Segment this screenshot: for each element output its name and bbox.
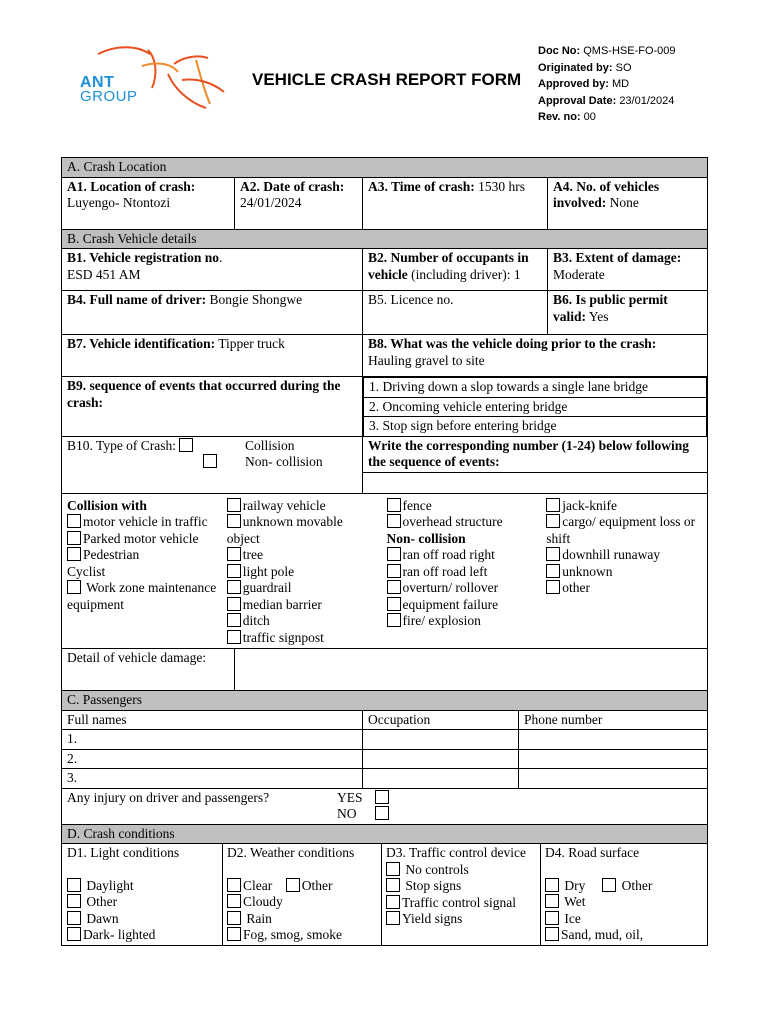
tree-label: tree [242, 547, 263, 562]
work-zone-label: Work zone maintenance equipment [67, 580, 217, 612]
d1-label: D1. Light conditions [67, 845, 180, 860]
equipment-failure-label: equipment failure [402, 596, 499, 612]
b9-event-3[interactable]: 3. Stop sign before entering bridge [364, 417, 707, 436]
ran-off-right-checkbox[interactable] [387, 547, 401, 561]
b9-events [363, 377, 707, 436]
passenger-name-2[interactable]: 2. [62, 749, 363, 769]
wet-checkbox[interactable] [545, 894, 559, 908]
d3-col [382, 844, 541, 945]
logo-text-group: GROUP [80, 88, 138, 105]
col-occupation: Occupation [363, 710, 519, 730]
passenger-name-3[interactable]: 3. [62, 769, 363, 789]
dawn-label: Dawn [86, 910, 119, 926]
b9-cell [62, 377, 363, 437]
b6-label: B6. Is public permit valid: [553, 292, 668, 324]
fog-label: Fog, smog, smoke [243, 927, 343, 942]
light-pole-label: light pole [242, 563, 295, 579]
d3-label: D3. Traffic control device [386, 845, 526, 860]
b4-label: B4. Full name of driver: [67, 292, 207, 307]
fence-checkbox[interactable] [387, 498, 401, 512]
b1-label-suffix: . [219, 250, 223, 265]
b3-label: B3. Extent of damage: [553, 250, 682, 265]
damage-label-cell [62, 649, 235, 691]
document-info [538, 43, 676, 126]
motor-vehicle-label: motor vehicle in traffic [83, 514, 208, 529]
fog-checkbox[interactable] [227, 927, 241, 941]
motor-vehicle-checkbox[interactable] [67, 514, 81, 528]
stop-signs-label: Stop signs [405, 878, 462, 893]
passenger-name-1[interactable]: 1. [62, 730, 363, 750]
clear-checkbox[interactable] [227, 878, 241, 892]
b10-sequence-input[interactable] [363, 473, 707, 493]
b10-instruction-cell [363, 436, 708, 493]
ran-off-right-label: ran off road right [402, 547, 495, 562]
yield-signs-label: Yield signs [402, 911, 463, 926]
yield-signs-checkbox[interactable] [386, 911, 400, 925]
no-controls-checkbox[interactable] [386, 862, 400, 876]
b10-instruction: Write the corresponding number (1-24) below following the sequence of events: [368, 437, 689, 469]
approval-date-label: Approval Date: [538, 94, 617, 107]
no-controls-label: No controls [405, 861, 469, 877]
injury-question: Any injury on driver and passengers? [67, 789, 270, 805]
a4-cell[interactable] [548, 177, 708, 229]
doc-no: QMS-HSE-FO-009 [583, 45, 676, 57]
a4-label: A4. No. of vehicles involved: [553, 178, 660, 210]
daylight-label: Daylight [86, 877, 134, 893]
approved-label: Approved by: [538, 78, 609, 90]
passenger-phone-2[interactable] [519, 749, 708, 769]
b6-value: Yes [588, 308, 609, 324]
b5-cell[interactable] [363, 291, 548, 335]
section-b-header: B. Crash Vehicle details [62, 229, 708, 249]
b7-value: Tipper truck [218, 336, 285, 351]
section-d-header: D. Crash conditions [62, 824, 708, 844]
work-zone-checkbox[interactable] [67, 580, 81, 594]
b4-cell[interactable] [62, 291, 363, 335]
cargo-loss-checkbox[interactable] [546, 514, 560, 528]
a3-value: 1530 hrs [478, 178, 525, 194]
col-phone: Phone number [519, 710, 708, 730]
b8-value: Hauling gravel to site [368, 352, 485, 368]
other-label: other [562, 580, 591, 595]
crash-conditions [62, 844, 708, 946]
b6-cell[interactable] [548, 291, 708, 335]
passenger-phone-1[interactable] [519, 730, 708, 750]
ran-off-left-label: ran off road left [402, 563, 488, 579]
rev-label: Rev. no: [538, 111, 581, 123]
cyclist-label: Cyclist [67, 563, 106, 579]
downhill-runaway-checkbox[interactable] [546, 547, 560, 561]
unknown-object-checkbox[interactable] [227, 514, 241, 528]
ice-checkbox[interactable] [545, 911, 559, 925]
a4-value: None [609, 195, 639, 210]
b10-non-collision: Non- collision [245, 454, 323, 469]
unknown-checkbox[interactable] [546, 564, 560, 578]
d4-col [541, 844, 707, 945]
a2-value: 24/01/2024 [240, 195, 302, 210]
form-title: VEHICLE CRASH REPORT FORM [252, 70, 522, 89]
rain-label: Rain [246, 910, 272, 926]
non-collision-checkbox[interactable] [203, 454, 217, 468]
logo-text-ant: ANT [80, 74, 115, 91]
b2-cell[interactable] [363, 249, 548, 291]
b1-value: ESD 451 AM [67, 266, 141, 282]
a1-label: A1. Location of crash: [67, 178, 196, 194]
passenger-occupation-3[interactable] [363, 769, 519, 789]
overturn-label: overturn/ rollover [402, 580, 499, 595]
crash-report-table [61, 157, 708, 946]
passenger-occupation-1[interactable] [363, 730, 519, 750]
daylight-checkbox[interactable] [67, 878, 81, 892]
logo-text [80, 76, 138, 104]
fire-checkbox[interactable] [387, 613, 401, 627]
section-c-header: C. Passengers [62, 691, 708, 711]
a3-label: A3. Time of crash: [368, 178, 475, 194]
overhead-structure-label: overhead structure [402, 514, 503, 529]
b9-event-2[interactable]: 2. Oncoming vehicle entering bridge [364, 397, 707, 417]
equipment-failure-checkbox[interactable] [387, 597, 401, 611]
pedestrian-label: Pedestrian [83, 547, 140, 562]
other-checkbox[interactable] [546, 580, 560, 594]
passenger-occupation-2[interactable] [363, 749, 519, 769]
rev-no: 00 [583, 111, 596, 123]
tree-checkbox[interactable] [227, 547, 241, 561]
jack-knife-label: jack-knife [562, 497, 618, 513]
cloudy-checkbox[interactable] [227, 894, 241, 908]
non-collision-heading: Non- collision [386, 530, 466, 546]
rain-checkbox[interactable] [227, 911, 241, 925]
traffic-signal-checkbox[interactable] [386, 895, 400, 909]
approved-by: MD [611, 78, 630, 90]
ditch-checkbox[interactable] [227, 613, 241, 627]
a3-cell[interactable] [363, 177, 548, 229]
unknown-object-label: unknown movable object [226, 514, 343, 546]
d2-label: D2. Weather conditions [227, 845, 355, 860]
b7-cell[interactable] [62, 335, 363, 377]
b8-label: B8. What was the vehicle doing prior to the crash: [368, 336, 657, 351]
b9-label: B9. sequence of events that occurred during the crash: [67, 378, 341, 410]
surface-other-label: Other [621, 877, 653, 893]
collision-heading: Collision with [67, 497, 147, 513]
unknown-label: unknown [562, 563, 613, 579]
approval-date: 23/01/2024 [619, 94, 675, 107]
dry-label: Dry [564, 877, 586, 893]
injury-cell [62, 788, 708, 824]
b5-label: B5. Licence no. [368, 292, 454, 307]
ice-label: Ice [564, 910, 581, 926]
ran-off-left-checkbox[interactable] [387, 564, 401, 578]
railway-checkbox[interactable] [227, 498, 241, 512]
damage-detail-input[interactable] [235, 649, 708, 691]
collision-checkbox[interactable] [179, 438, 193, 452]
d2-col [223, 844, 382, 945]
jack-knife-checkbox[interactable] [546, 498, 560, 512]
b10-collision: Collision [245, 437, 295, 453]
light-other-checkbox[interactable] [67, 894, 81, 908]
railway-label: railway vehicle [242, 497, 326, 513]
originated-label: Originated by: [538, 61, 613, 74]
overhead-structure-checkbox[interactable] [387, 514, 401, 528]
a2-label: A2. Date of crash: [240, 178, 345, 194]
dark-lighted-checkbox[interactable] [67, 927, 81, 941]
cloudy-label: Cloudy [243, 894, 283, 909]
clear-label: Clear [243, 877, 273, 893]
sand-mud-label: Sand, mud, oil, [561, 927, 644, 942]
injury-yes-label: YES [337, 789, 363, 805]
crash-type-options [62, 493, 708, 649]
downhill-runaway-label: downhill runaway [562, 547, 661, 562]
dark-lighted-label: Dark- lighted [83, 927, 156, 942]
guardrail-label: guardrail [242, 580, 292, 595]
a2-cell[interactable] [235, 177, 363, 229]
doc-no-label: Doc No: [538, 45, 581, 57]
light-pole-checkbox[interactable] [227, 564, 241, 578]
passenger-phone-3[interactable] [519, 769, 708, 789]
sand-mud-checkbox[interactable] [545, 927, 559, 941]
b10-label: B10. Type of Crash: [67, 437, 177, 453]
a1-cell[interactable] [62, 177, 235, 229]
pedestrian-checkbox[interactable] [67, 547, 81, 561]
injury-no-label: NO [337, 806, 357, 821]
b2-note: (including driver): 1 [411, 266, 521, 282]
b8-cell[interactable] [363, 335, 708, 377]
b1-cell[interactable] [62, 249, 363, 291]
traffic-signal-label: Traffic control signal [402, 894, 516, 910]
b3-cell[interactable] [548, 249, 708, 291]
parked-vehicle-checkbox[interactable] [67, 531, 81, 545]
overturn-checkbox[interactable] [387, 580, 401, 594]
injury-yes-checkbox[interactable] [375, 790, 389, 804]
a1-value: Luyengo- Ntontozi [67, 195, 171, 210]
damage-label: Detail of vehicle damage: [67, 650, 207, 665]
weather-other-checkbox[interactable] [286, 878, 300, 892]
fence-label: fence [402, 497, 432, 513]
dawn-checkbox[interactable] [67, 911, 81, 925]
guardrail-checkbox[interactable] [227, 580, 241, 594]
b4-value: Bongie Shongwe [209, 292, 303, 307]
weather-other-label: Other [301, 877, 333, 893]
median-barrier-label: median barrier [242, 596, 322, 612]
col-full-names: Full names [62, 710, 363, 730]
b3-value: Moderate [553, 266, 605, 282]
section-a-header: A. Crash Location [62, 158, 708, 178]
stop-signs-checkbox[interactable] [386, 878, 400, 892]
b9-events-cell [363, 377, 708, 437]
light-other-label: Other [86, 894, 118, 909]
b1-label: B1. Vehicle registration no [67, 250, 220, 265]
fire-label: fire/ explosion [402, 613, 481, 628]
originated-by: SO [615, 61, 632, 74]
cargo-loss-label: cargo/ equipment loss or shift [546, 514, 696, 546]
median-barrier-checkbox[interactable] [227, 597, 241, 611]
traffic-signpost-label: traffic signpost [242, 629, 324, 645]
b2-label: B2. Number of occupants in vehicle [368, 250, 529, 282]
injury-no-checkbox[interactable] [375, 806, 389, 820]
d1-col [62, 844, 223, 945]
b9-event-1[interactable]: 1. Driving down a slop towards a single lane bridge [364, 378, 707, 398]
surface-other-checkbox[interactable] [602, 878, 616, 892]
traffic-signpost-checkbox[interactable] [227, 630, 241, 644]
parked-vehicle-label: Parked motor vehicle [83, 530, 199, 546]
b10-cell [62, 436, 363, 493]
wet-label: Wet [564, 894, 586, 909]
ditch-label: ditch [242, 613, 270, 628]
d4-label: D4. Road surface [545, 845, 640, 860]
dry-checkbox[interactable] [545, 878, 559, 892]
b7-label: B7. Vehicle identification: [67, 336, 216, 351]
